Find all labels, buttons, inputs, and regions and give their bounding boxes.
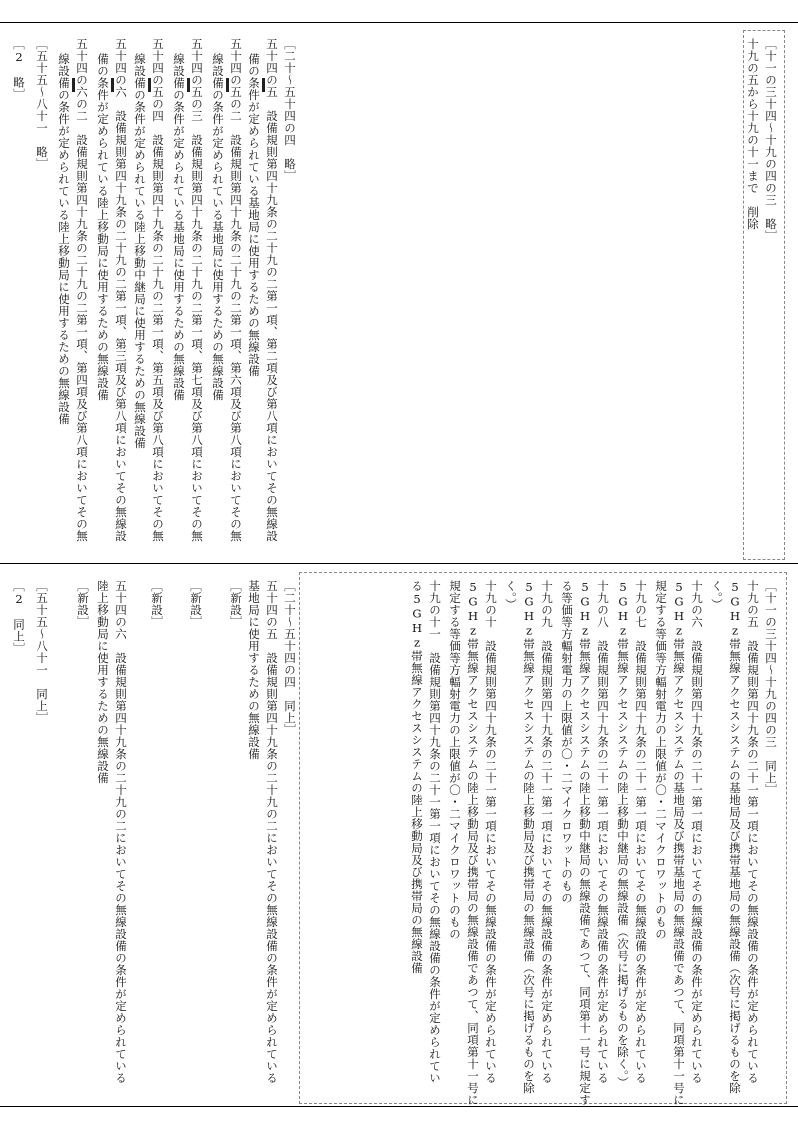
bottom-panel <box>0 572 798 1104</box>
change-mark <box>262 78 265 92</box>
bottom-line: 十九の九 設備規則第四十九条の二十一第一項においてその無線設備の条件が定められている <box>540 580 554 1084</box>
bottom-line: 5GHz帯無線アクセスシステムの陸上移動中継局の無線設備（次号に掲げるものを除く。） <box>616 580 630 1089</box>
bottom-line: 陸上移動局に使用するための無線設備 <box>96 580 110 784</box>
top-line: ［二十～五十四の四 略］ <box>283 38 297 182</box>
top-line: 十九の五から十九の十一まで 削除 <box>746 38 760 230</box>
top-line: 五十四の五の四 設備規則第四十九条の二十九の二第一項、第五項及び第八項においてその無 <box>151 38 165 542</box>
bottom-line: 十九の十一 設備規則第四十九条の二十一第一項においてその無線設備の条件が定められてい <box>428 580 442 1084</box>
top-line: 線設備の条件が定められている陸上移動中継局に使用するための無線設備 <box>133 53 147 449</box>
bottom-line: ［2 同上］ <box>12 580 26 655</box>
change-mark <box>72 78 75 92</box>
bottom-line: る5GHz帯無線アクセスシステムの陸上移動局及び携帯局の無線設備 <box>410 580 424 974</box>
bottom-line: ［新設］ <box>189 580 203 628</box>
bottom-line: 十九の十 設備規則第四十九条の二十一第一項においてその無線設備の条件が定められている <box>484 580 498 1084</box>
bottom-line: 十九の六 設備規則第四十九条の二十一第一項においてその無線設備の条件が定められている <box>690 580 704 1084</box>
bottom-line: ［新設］ <box>229 580 243 628</box>
change-mark <box>187 78 190 92</box>
bottom-line: く。） <box>504 580 518 611</box>
top-line: ［2 略］ <box>12 38 26 101</box>
top-line: ［五十五～八十一 略］ <box>35 38 49 170</box>
bottom-line: く。） <box>710 580 724 611</box>
bottom-line: ［五十五～八十一 同上］ <box>35 580 49 724</box>
bottom-line: ［二十～五十四の四 同上］ <box>283 580 297 736</box>
change-mark <box>226 78 229 92</box>
top-line: 備の条件が定められている基地局に使用するための無線設備 <box>247 53 261 377</box>
top-line: 線設備の条件が定められている基地局に使用するための無線設備 <box>211 53 225 401</box>
bottom-line: 5GHz帯無線アクセスシステムの基地局及び携帯基地局の無線設備（次号に掲げるものを除 <box>728 580 742 1094</box>
top-line: 五十四の五の三 設備規則第四十九条の二十九の二第一項、第七項及び第八項においてその無 <box>190 38 204 542</box>
bottom-line: ［新設］ <box>76 580 90 628</box>
bottom-line: ［十一の三十四～十九の四の三 同上］ <box>764 580 778 796</box>
bottom-line: 5GHz帯無線アクセスシステムの基地局及び携帯基地局の無線設備であつて、同項第十一号に <box>672 580 686 1106</box>
top-line: 備の条件が定められている陸上移動局に使用するための無線設備 <box>96 53 110 401</box>
bottom-rule <box>0 1106 798 1107</box>
bottom-line: 5GHz帯無線アクセスシステムの陸上移動局及び携帯局の無線設備（次号に掲げるものを除 <box>522 580 536 1094</box>
top-line: 線設備の条件が定められている陸上移動局に使用するための無線設備 <box>57 53 71 425</box>
bottom-line: 十九の五 設備規則第四十九条の二十一第一項においてその無線設備の条件が定められている <box>746 580 760 1084</box>
top-panel <box>0 30 798 560</box>
bottom-line: ［新設］ <box>150 580 164 628</box>
bottom-line: 5GHz帯無線アクセスシステムの陸上移動中継局の無線設備であつて、同項第十一号に規定す <box>578 580 592 1106</box>
bottom-line: 五十四の五 設備規則第四十九条の二十九の二においてその無線設備の条件が定められている <box>265 580 279 1084</box>
top-line: 五十四の六の二 設備規則第四十九条の二十九の二第一項、第四項及び第八項においてその無 <box>75 38 89 542</box>
top-line: 五十四の五の二 設備規則第四十九条の二十九の二第一項、第六項及び第八項においてその無 <box>229 38 243 542</box>
middle-rule <box>0 563 798 564</box>
bottom-line: 十九の八 設備規則第四十九条の二十一第一項においてその無線設備の条件が定められている <box>596 580 610 1084</box>
bottom-line: 規定する等価等方輻射電力の上限値が〇・二マイクロワットのもの <box>654 580 668 940</box>
top-line: 五十四の六 設備規則第四十九条の二十九の二第一項、第三項及び第八項においてその無線設 <box>114 38 128 542</box>
bottom-line: 規定する等価等方輻射電力の上限値が〇・二マイクロワットのもの <box>448 580 462 940</box>
bottom-line: る等価等方輻射電力の上限値が〇・二マイクロワットのもの <box>560 580 574 904</box>
top-line: ［十一の三十四～十九の四の三 略］ <box>764 38 778 242</box>
top-rule <box>0 22 798 23</box>
bottom-line: 十九の七 設備規則第四十九条の二十一第一項においてその無線設備の条件が定められている <box>634 580 648 1084</box>
top-line: 五十四の五 設備規則第四十九条の二十九の二第一項、第二項及び第八項においてその無線設 <box>265 38 279 542</box>
bottom-line: 五十四の六 設備規則第四十九条の二十九の二においてその無線設備の条件が定められている <box>114 580 128 1084</box>
change-mark <box>111 78 114 92</box>
bottom-line: 基地局に使用するための無線設備 <box>247 580 261 760</box>
top-line: 線設備の条件が定められている基地局に使用するための無線設備 <box>172 53 186 401</box>
bottom-line: 5GHz帯無線アクセスシステムの陸上移動局及び携帯局の無線設備であつて、同項第十一号に <box>466 580 480 1106</box>
change-mark <box>148 78 151 92</box>
